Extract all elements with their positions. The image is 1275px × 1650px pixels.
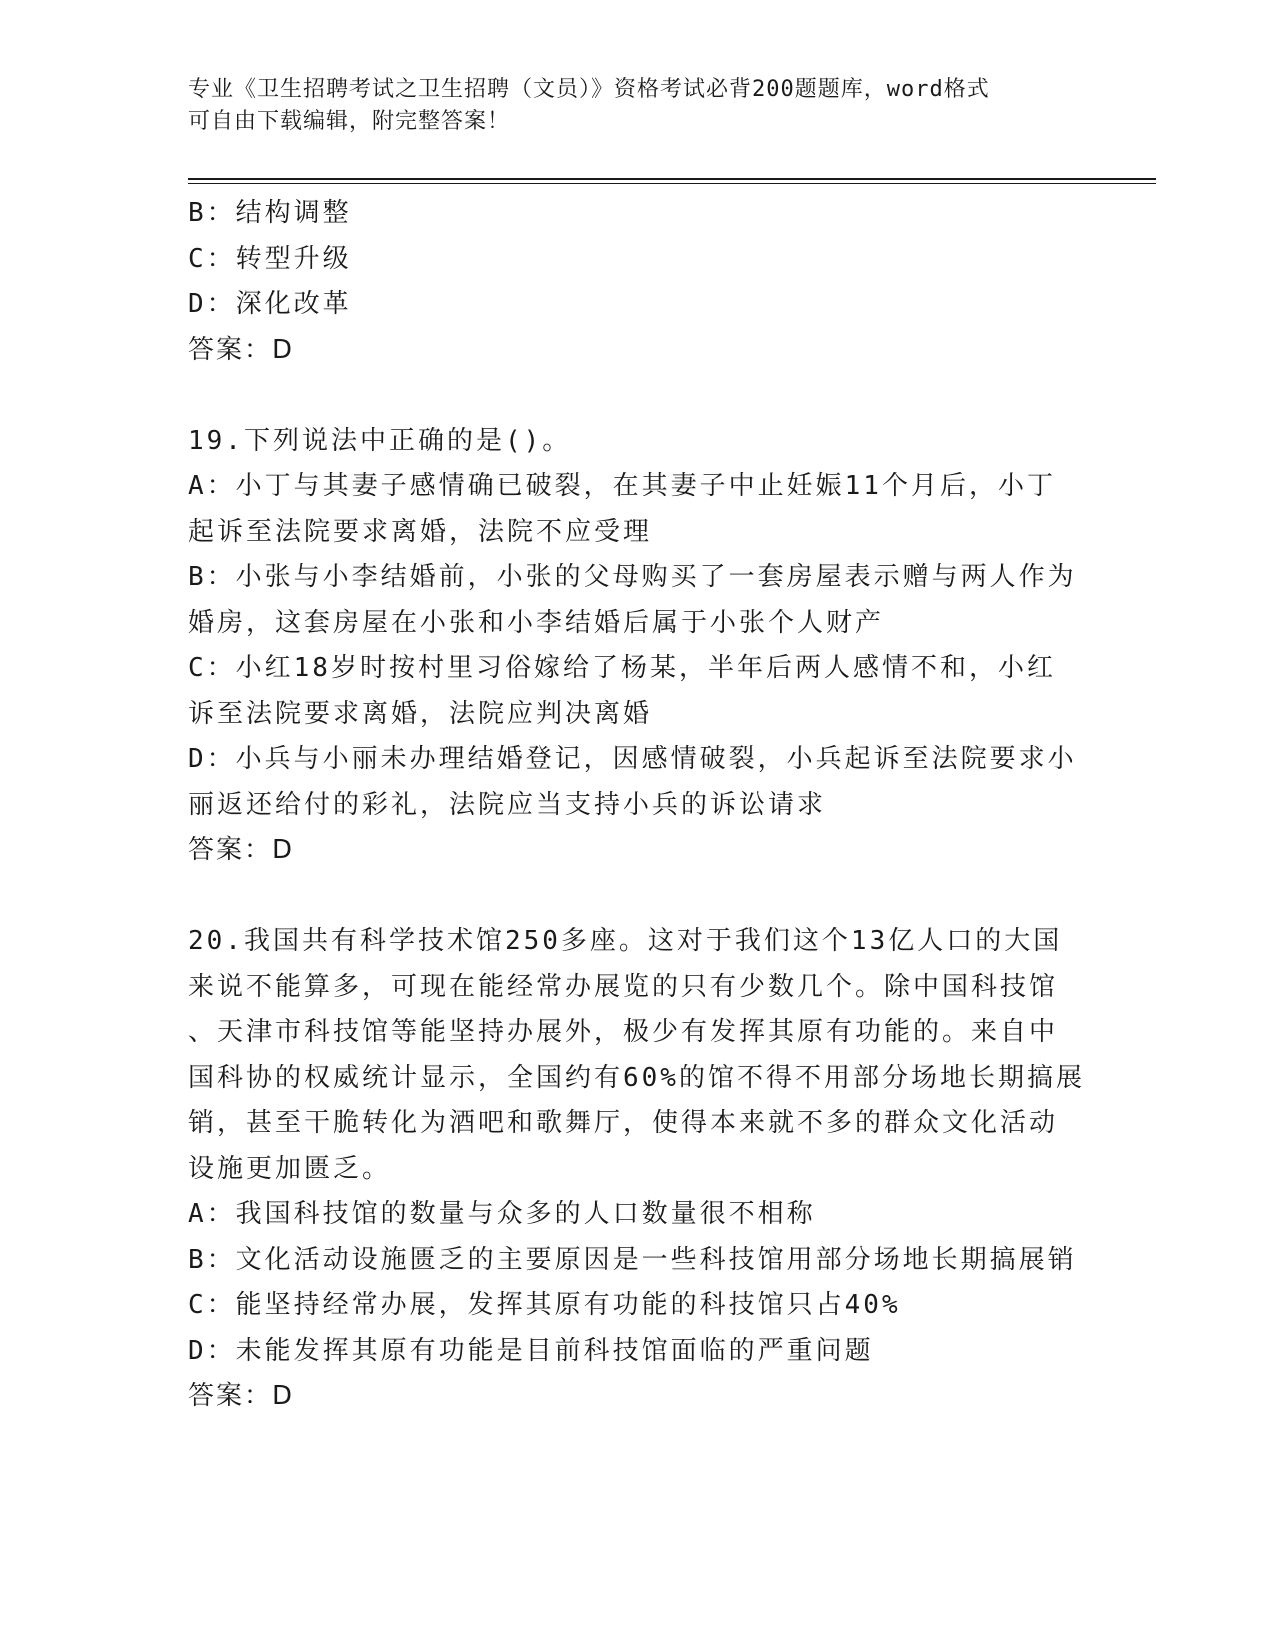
spacer (188, 373, 1088, 419)
q20-option-d: D：未能发挥其原有功能是目前科技馆面临的严重问题 (188, 1335, 874, 1366)
q19-answer: 答案：D (188, 835, 295, 865)
header-divider-thick (188, 178, 1156, 180)
q18-answer: 答案：D (188, 334, 295, 365)
q20-stem-line-1: 20.我国共有科学技术馆250多座。这对于我们这个13亿人口的大国 (188, 926, 1063, 956)
document-header (188, 74, 1068, 138)
header-line-1: 专业《卫生招聘考试之卫生招聘（文员）》资格考试必背200题题库，word格式 (188, 77, 990, 102)
q20-stem-line-2: 来说不能算多，可现在能经常办展览的只有少数几个。除中国科技馆 (188, 971, 1059, 1002)
q20-option-c: C：能坚持经常办展，发挥其原有功能的科技馆只占40% (188, 1290, 901, 1320)
q19-option-a-line-1: A：小丁与其妻子感情确已破裂，在其妻子中止妊娠11个月后，小丁 (188, 471, 1056, 501)
q20-option-b: B：文化活动设施匮乏的主要原因是一些科技馆用部分场地长期搞展销 (188, 1244, 1077, 1275)
q18-option-b: B：结构调整 (188, 198, 352, 228)
q20-stem-line-3: 、天津市科技馆等能坚持办展外，极少有发挥其原有功能的。来自中 (188, 1017, 1059, 1047)
question-20 (188, 919, 1088, 1420)
q18-option-c: C：转型升级 (188, 243, 352, 274)
question-18-tail (188, 191, 1088, 373)
question-19 (188, 419, 1088, 874)
q19-option-d-line-2: 丽返还给付的彩礼，法院应当支持小兵的诉讼请求 (188, 789, 827, 820)
q19-option-a-line-2: 起诉至法院要求离婚，法院不应受理 (188, 516, 653, 547)
q20-answer: 答案：D (188, 1381, 295, 1411)
q19-option-b-line-1: B：小张与小李结婚前，小张的父母购买了一套房屋表示赠与两人作为 (188, 562, 1077, 592)
header-divider-thin (188, 183, 1156, 184)
spacer (188, 874, 1088, 920)
q19-stem: 19.下列说法中正确的是()。 (188, 425, 572, 456)
q19-option-c-line-2: 诉至法院要求离婚，法院应判决离婚 (188, 698, 653, 729)
q20-option-a: A：我国科技馆的数量与众多的人口数量很不相称 (188, 1199, 816, 1229)
q19-option-b-line-2: 婚房，这套房屋在小张和小李结婚后属于小张个人财产 (188, 607, 885, 638)
document-body (188, 191, 1088, 1420)
q19-option-d-line-1: D：小兵与小丽未办理结婚登记，因感情破裂，小兵起诉至法院要求小 (188, 744, 1077, 774)
header-line-2: 可自由下载编辑，附完整答案！ (188, 109, 511, 134)
q18-option-d: D：深化改革 (188, 289, 352, 319)
q20-stem-line-5: 销，甚至干脆转化为酒吧和歌舞厅，使得本来就不多的群众文化活动 (188, 1108, 1059, 1138)
q20-stem-line-6: 设施更加匮乏。 (188, 1153, 392, 1184)
q20-stem-line-4: 国科协的权威统计显示，全国约有60%的馆不得不用部分场地长期搞展 (188, 1062, 1085, 1093)
q19-option-c-line-1: C：小红18岁时按村里习俗嫁给了杨某，半年后两人感情不和，小红 (188, 653, 1056, 683)
